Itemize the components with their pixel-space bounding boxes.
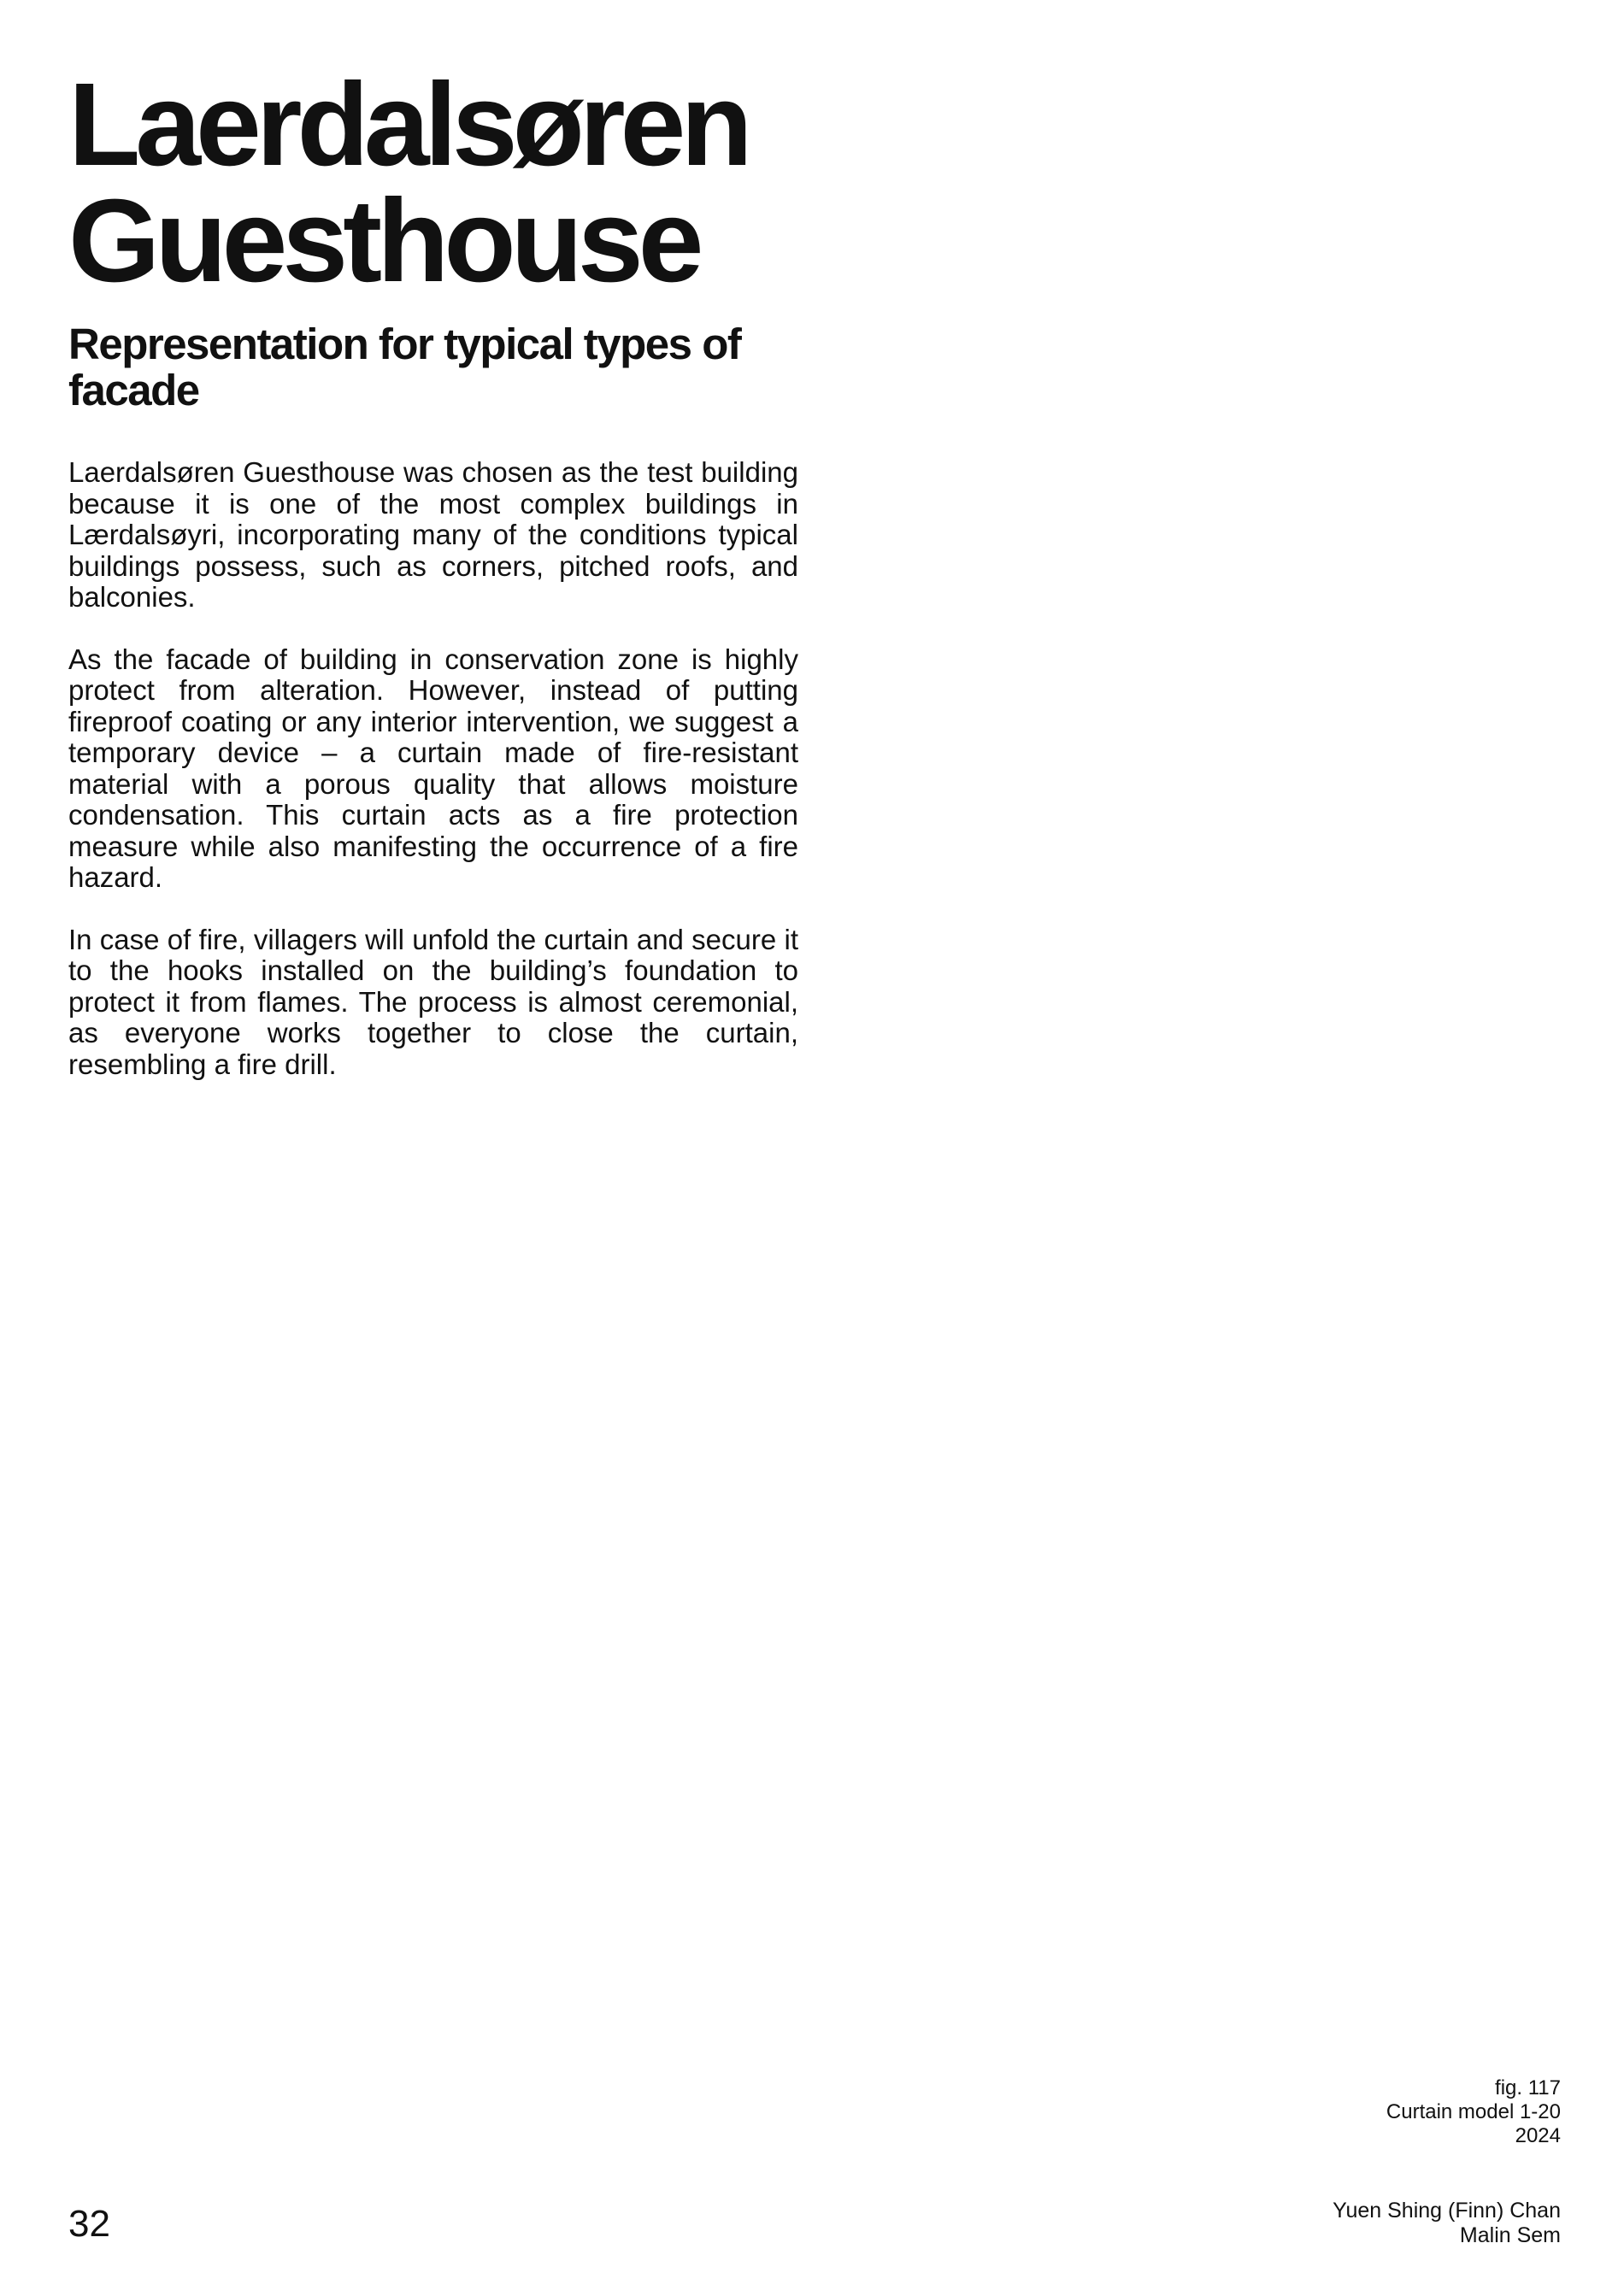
author-2: Malin Sem	[1459, 2223, 1561, 2247]
title-line-2: Guesthouse	[68, 175, 699, 307]
paragraph-2: As the facade of building in conservation zone is highly protect from alteration. However, instead of putting fireproof coating or any interior intervention, we suggest a temporary device – a curtain made of fire-resistant material with a porous quality that allows moisture condensation. This curtain acts as a fire protection measure while also manifesting the occurrence of a fire hazard.	[68, 643, 798, 893]
figure-year: 2024	[1515, 2124, 1561, 2147]
figure-caption	[1386, 2076, 1561, 2148]
authors	[1333, 2199, 1561, 2248]
author-1: Yuen Shing (Finn) Chan	[1333, 2199, 1561, 2223]
page-number: 32	[68, 2203, 110, 2245]
page-title	[68, 59, 838, 307]
title-line-1: Laerdalsøren	[68, 59, 748, 191]
figure-description: Curtain model 1-20	[1386, 2100, 1561, 2123]
paragraph-1: Laerdalsøren Guesthouse was chosen as the test building because it is one of the most complex buildings in Lærdalsøyri, incorporating many of the conditions typical buildings possess, such as corners, pitched roofs, and balconies.	[68, 456, 798, 613]
body-text	[68, 457, 798, 1111]
paragraph-3: In case of fire, villagers will unfold the curtain and secure it to the hooks installed on the building’s foundation to protect it from flames. The process is almost ceremonial, as everyone works together to close the curtain, resembling a fire drill.	[68, 923, 798, 1080]
page-subtitle: Representation for typical types of facade	[68, 320, 741, 414]
figure-number: fig. 117	[1495, 2076, 1561, 2099]
